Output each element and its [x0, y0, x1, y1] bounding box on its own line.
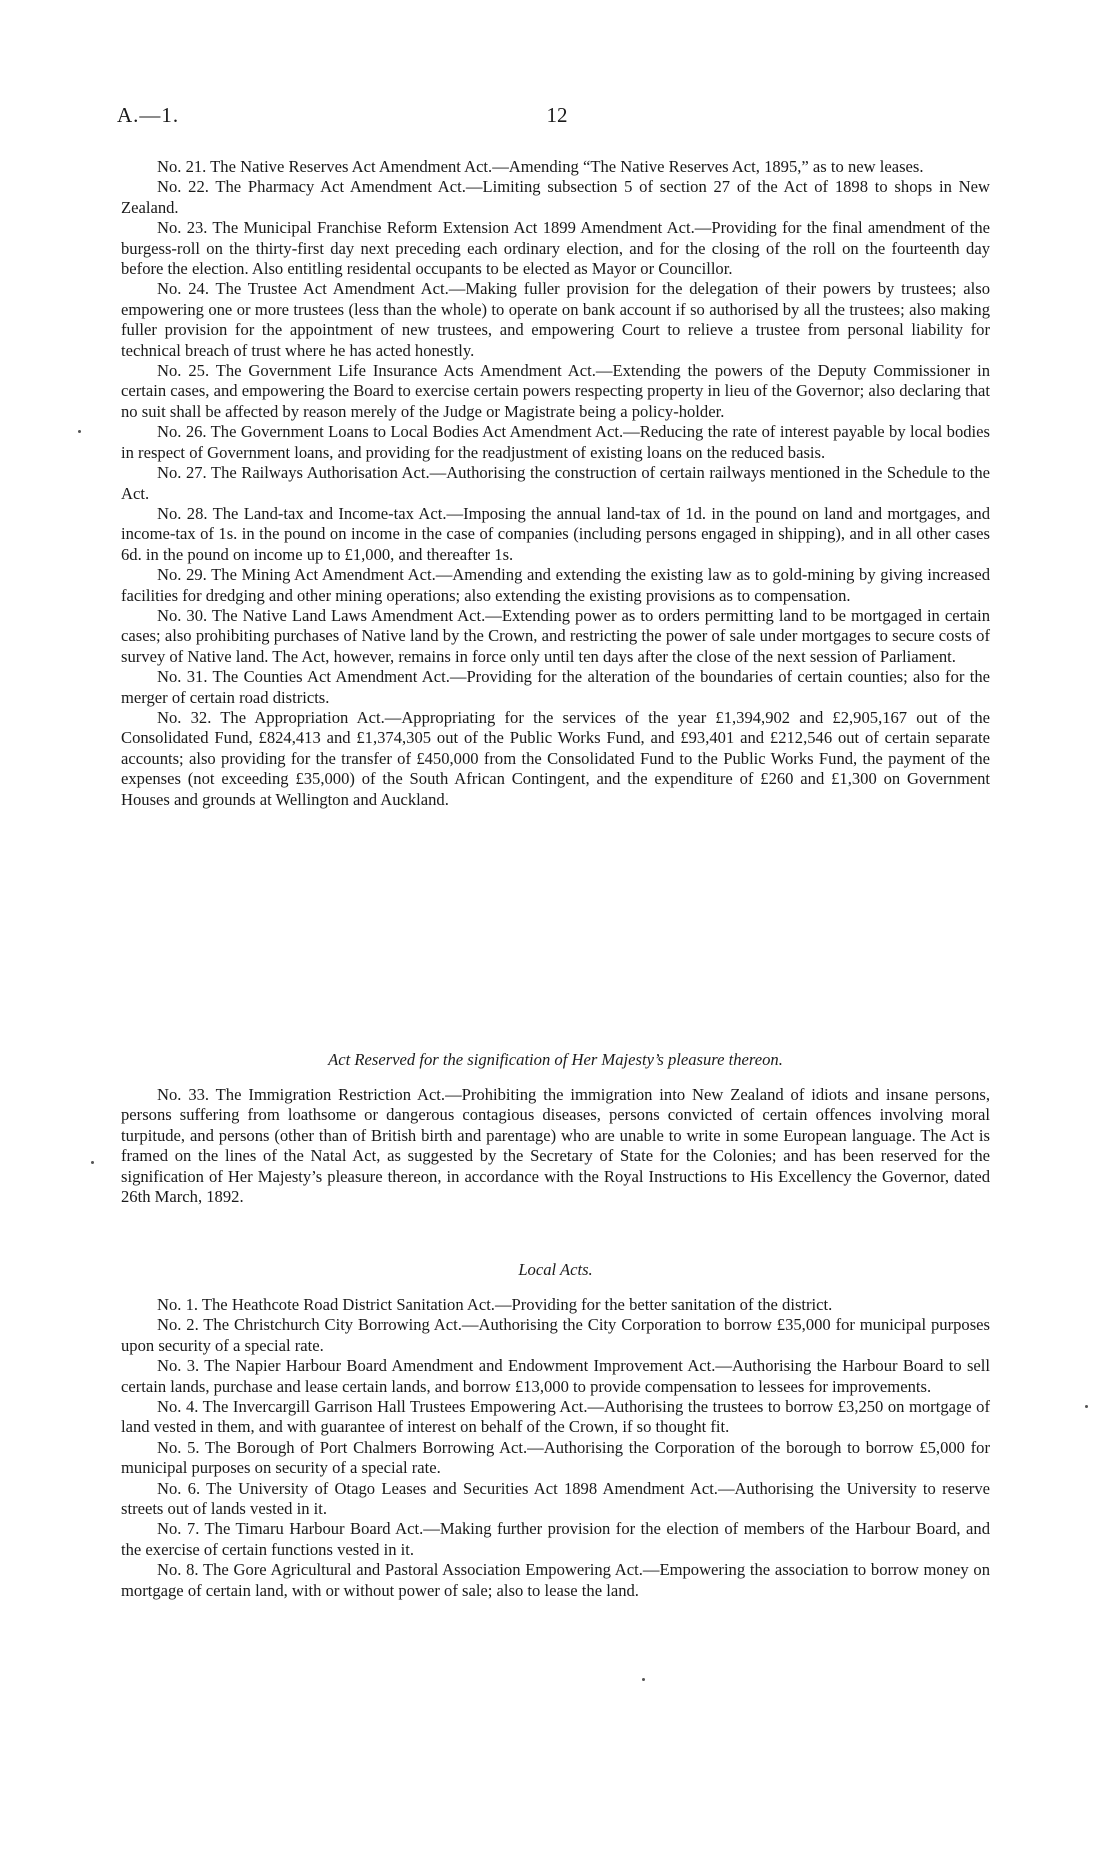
act-entry: No. 1. The Heathcote Road District Sanitation Act.—Providing for the better sanitation of the district. [157, 1295, 833, 1314]
act-entry: No. 25. The Government Life Insurance Acts Amendment Act.—Extending the powers of the Deputy Commissioner in certain cases, and empowering the Board to exercise certain powers respecting property in lieu of the Governor; also declaring that no suit shall be affected by reason merely of the Judge or Magistrate being a policy-holder. [121, 361, 991, 421]
act-entry: No. 21. The Native Reserves Act Amendment Act.—Amending “The Native Reserves Act, 1895,” as to new leases. [157, 157, 924, 176]
act-entry: No. 26. The Government Loans to Local Bodies Act Amendment Act.—Reducing the rate of interest payable by local bodies in respect of Government loans, and providing for the readjustment of existing loans on the reduced basis. [121, 422, 990, 462]
act-entry: No. 7. The Timaru Harbour Board Act.—Making further provision for the election of members of the Harbour Board, and the exercise of certain functions vested in it. [121, 1519, 990, 1559]
act-entry: No. 6. The University of Otago Leases and Securities Act 1898 Amendment Act.—Authorising the University to reserve streets out of lands vested in it. [121, 1478, 990, 1519]
act-entry: No. 27. The Railways Authorisation Act.—Authorising the construction of certain railways mentioned in the Schedule to the Act. [121, 463, 990, 503]
act-entry: No. 30. The Native Land Laws Amendment Act.—Extending power as to orders permitting land to be mortgaged in certain cases; also prohibiting purchases of Native land by the Crown, and restricting the power of sale under mortgages to secure costs of survey of Native land. The Act, however, remains in force only until ten days after the close of the next session of Parliament. [121, 605, 990, 666]
scan-speck [91, 1161, 94, 1164]
act-entry: No. 32. The Appropriation Act.—Appropriating for the services of the year £1,394,902 and £2,905,167 out of the Consolidated Fund, £824,413 and £1,374,305 out of the Public Works Fund, and £93,401 and £212,546 out of certain separate accounts; also providing for the transfer of £450,000 from the Consolidated Fund to the Public Works Fund, the payment of the expenses (not exceeding £35,000) of the South African Contingent, and the expenditure of £260 and £1,300 on Government Houses and grounds at Wellington and Auckland. [121, 707, 990, 809]
reserved-acts-section [121, 1050, 990, 1207]
act-entry: No. 5. The Borough of Port Chalmers Borrowing Act.—Authorising the Corporation of the borough to borrow £5,000 for municipal purposes on security of a special rate. [121, 1437, 990, 1478]
scan-speck [78, 430, 81, 433]
page-number: 12 [546, 103, 568, 127]
reserved-acts-heading: Act Reserved for the signification of Her Majesty’s pleasure thereon. [328, 1050, 783, 1069]
local-acts-heading: Local Acts. [518, 1260, 593, 1279]
act-entry: No. 24. The Trustee Act Amendment Act.—Making fuller provision for the delegation of their powers by trustees; also empowering one or more trustees (less than the whole) to operate on bank account if so authorised by all the trustees; also making fuller provision for the appointment of new trustees, and empowering Court to relieve a trustee from personal liability for technical breach of trust where he has acted honestly. [121, 279, 990, 360]
act-entry: No. 31. The Counties Act Amendment Act.—Providing for the alteration of the boundaries of certain counties; also for the merger of certain road districts. [121, 667, 990, 707]
act-entry: No. 28. The Land-tax and Income-tax Act.—Imposing the annual land-tax of 1d. in the pound on land and mortgages, and income-tax of 1s. in the pound on income in the case of companies (including persons engaged in shipping), and in all other cases 6d. in the pound on income up to £1,000, and thereafter 1s. [121, 503, 990, 564]
act-entry: No. 8. The Gore Agricultural and Pastoral Association Empowering Act.—Empowering the association to borrow money on mortgage of certain land, with or without power of sale; also to lease the land. [121, 1560, 990, 1600]
act-entry: No. 33. The Immigration Restriction Act.—Prohibiting the immigration into New Zealand of idiots and insane persons, persons suffering from loathsome or dangerous contagious diseases, persons convicted of certain offences involving moral turpitude, and persons (other than of British birth and parentage) who are unable to write in some European language. The Act is framed on the lines of the Natal Act, as suggested by the Secretary of State for the Colonies; and has been reserved for the signification of Her Majesty’s pleasure thereon, in accordance with the Royal Instructions to His Excellency the Governor, dated 26th March, 1892. [121, 1085, 990, 1207]
act-entry: No. 22. The Pharmacy Act Amendment Act.—Limiting subsection 5 of section 27 of the Act of 1898 to shops in New Zealand. [121, 177, 990, 217]
scan-speck [1085, 1405, 1088, 1408]
document-reference: A.—1. [117, 103, 180, 127]
act-entry: No. 4. The Invercargill Garrison Hall Trustees Empowering Act.—Authorising the trustees to borrow £3,250 on mortgage of land vested in them, and with guarantee of interest on behalf of the Crown, if so thought fit. [121, 1397, 990, 1437]
act-entry: No. 2. The Christchurch City Borrowing Act.—Authorising the City Corporation to borrow £35,000 for municipal purposes upon security of a special rate. [121, 1315, 990, 1355]
local-acts-section [121, 1260, 990, 1601]
act-entry: No. 23. The Municipal Franchise Reform Extension Act 1899 Amendment Act.—Providing for the final amendment of the burgess-roll on the thirty-first day next preceding each ordinary election, and for the closing of the roll on the fourteenth day before the election. Also entitling residental occupants to be elected as Mayor or Councillor. [121, 218, 990, 279]
general-acts-section [121, 157, 990, 810]
act-entry: No. 3. The Napier Harbour Board Amendment and Endowment Improvement Act.—Authorising the Harbour Board to sell certain lands, purchase and lease certain lands, and borrow £13,000 to provide compensation to lessees for improvements. [121, 1356, 990, 1396]
scan-speck [642, 1678, 645, 1681]
act-entry: No. 29. The Mining Act Amendment Act.—Amending and extending the existing law as to gold-mining by giving increased facilities for dredging and other mining operations; also extending the existing provisions as to compensation. [121, 565, 990, 605]
